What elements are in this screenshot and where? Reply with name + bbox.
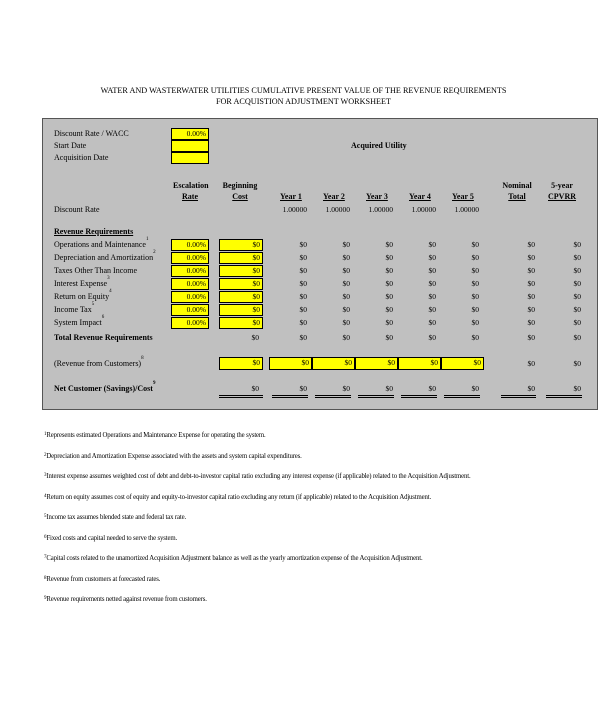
footnote: $^9$Revenue requirements netted against revenue from customers. [44, 596, 207, 603]
revenue-year-2-input[interactable]: $0 [312, 357, 355, 370]
double-underline-year-1 [272, 395, 308, 398]
row-year-4: $0 [428, 253, 436, 262]
revenue-begin-input[interactable]: $0 [219, 357, 263, 370]
start-date-label: Start Date [54, 141, 87, 150]
row-cpvrr: $0 [573, 253, 581, 262]
start-date-input[interactable] [171, 140, 209, 152]
acquisition-date-input[interactable] [171, 152, 209, 164]
row-year-4: $0 [428, 318, 436, 327]
row-label: Operations and Maintenance$^1$ [54, 237, 149, 249]
discount-rate-input[interactable]: 0.00% [171, 128, 209, 140]
discount-rate-label: Discount Rate / WACC [54, 129, 129, 138]
row-year-2: $0 [342, 266, 350, 275]
acquired-utility-label: Acquired Utility [351, 141, 407, 150]
row-nominal: $0 [527, 279, 535, 288]
double-underline-year-5 [444, 395, 480, 398]
row-year-4: $0 [428, 266, 436, 275]
escalation-rate-input[interactable]: 0.00% [171, 265, 209, 277]
row-year-2: $0 [342, 253, 350, 262]
discount-year-3: 1.00000 [368, 205, 393, 214]
row-year-1: $0 [299, 240, 307, 249]
row-year-4: $0 [428, 305, 436, 314]
row-nominal: $0 [527, 305, 535, 314]
net-year-3: $0 [385, 384, 393, 393]
header-year-1: Year 1 [280, 192, 302, 201]
row-year-1: $0 [299, 266, 307, 275]
net-begin: $0 [251, 384, 259, 393]
beginning-cost-input[interactable]: $0 [219, 252, 263, 264]
header-beginning: Beginning [222, 181, 258, 190]
row-label: System Impact$^6$ [54, 315, 105, 327]
double-underline-year-3 [358, 395, 394, 398]
beginning-cost-input[interactable]: $0 [219, 304, 263, 316]
row-year-3: $0 [385, 305, 393, 314]
double-underline-nominal [501, 395, 536, 398]
row-year-3: $0 [385, 240, 393, 249]
row-year-5: $0 [471, 240, 479, 249]
net-nominal: $0 [527, 384, 535, 393]
row-year-1: $0 [299, 253, 307, 262]
header-year-4: Year 4 [409, 192, 431, 201]
escalation-rate-input[interactable]: 0.00% [171, 291, 209, 303]
acquisition-date-label: Acquisition Date [54, 153, 109, 162]
total-year-5: $0 [471, 333, 479, 342]
row-year-5: $0 [471, 318, 479, 327]
row-year-4: $0 [428, 240, 436, 249]
row-cpvrr: $0 [573, 240, 581, 249]
total-row-label: Total Revenue Requirements [54, 333, 153, 342]
net-year-2: $0 [342, 384, 350, 393]
row-year-3: $0 [385, 318, 393, 327]
header-total: Total [508, 192, 526, 201]
row-year-2: $0 [342, 318, 350, 327]
revenue-requirements-heading: Revenue Requirements [54, 227, 134, 236]
row-year-5: $0 [471, 266, 479, 275]
revenue-from-customers-label: (Revenue from Customers)$^8$ [54, 356, 144, 368]
revenue-cpvrr: $0 [573, 359, 581, 368]
revenue-nominal: $0 [527, 359, 535, 368]
beginning-cost-input[interactable]: $0 [219, 317, 263, 329]
total-year-1: $0 [299, 333, 307, 342]
row-nominal: $0 [527, 292, 535, 301]
escalation-rate-input[interactable]: 0.00% [171, 304, 209, 316]
header-5-year: 5-year [551, 181, 573, 190]
escalation-rate-input[interactable]: 0.00% [171, 278, 209, 290]
beginning-cost-input[interactable]: $0 [219, 291, 263, 303]
row-cpvrr: $0 [573, 279, 581, 288]
row-year-1: $0 [299, 292, 307, 301]
row-year-4: $0 [428, 292, 436, 301]
row-year-3: $0 [385, 266, 393, 275]
double-underline-year-4 [401, 395, 437, 398]
footnote: $^1$Represents estimated Operations and Maintenance Expense for operating the system. [44, 432, 266, 439]
row-year-5: $0 [471, 279, 479, 288]
row-year-2: $0 [342, 305, 350, 314]
row-nominal: $0 [527, 266, 535, 275]
escalation-rate-input[interactable]: 0.00% [171, 239, 209, 251]
beginning-cost-input[interactable]: $0 [219, 265, 263, 277]
discount-year-2: 1.00000 [325, 205, 350, 214]
total-year-3: $0 [385, 333, 393, 342]
header-year-5: Year 5 [452, 192, 474, 201]
row-label: Return on Equity$^4$ [54, 289, 112, 301]
revenue-year-4-input[interactable]: $0 [398, 357, 441, 370]
header-year-3: Year 3 [366, 192, 388, 201]
row-cpvrr: $0 [573, 305, 581, 314]
net-year-1: $0 [299, 384, 307, 393]
net-cpvrr: $0 [573, 384, 581, 393]
row-year-4: $0 [428, 279, 436, 288]
title-line-1: WATER AND WASTERWATER UTILITIES CUMULATIVE PRESENT VALUE OF THE REVENUE REQUIREMENTS [100, 86, 507, 95]
net-year-4: $0 [428, 384, 436, 393]
escalation-rate-input[interactable]: 0.00% [171, 317, 209, 329]
discount-rate-row-label: Discount Rate [54, 205, 100, 214]
row-year-5: $0 [471, 305, 479, 314]
footnote: $^4$Return on equity assumes cost of equity and equity-to-investor capital ratio excluding any return (if applicable) related to the Acquisition Adjustment. [44, 493, 432, 501]
header-cpvrr: CPVRR [548, 192, 576, 201]
total-nominal: $0 [527, 333, 535, 342]
double-underline-begin [219, 395, 263, 398]
revenue-year-3-input[interactable]: $0 [355, 357, 398, 370]
row-cpvrr: $0 [573, 266, 581, 275]
row-nominal: $0 [527, 240, 535, 249]
row-cpvrr: $0 [573, 318, 581, 327]
footnote: $^8$Revenue from customers at forecasted rates. [44, 575, 161, 583]
worksheet-panel [42, 118, 598, 410]
row-label: Depreciation and Amortization$^2$ [54, 250, 156, 262]
escalation-rate-input[interactable]: 0.00% [171, 252, 209, 264]
row-year-3: $0 [385, 279, 393, 288]
total-cpvrr: $0 [573, 333, 581, 342]
row-year-1: $0 [299, 305, 307, 314]
row-nominal: $0 [527, 318, 535, 327]
net-row-label: Net Customer (Savings)/Cost$^9$ [54, 381, 156, 393]
row-nominal: $0 [527, 253, 535, 262]
row-year-1: $0 [299, 279, 307, 288]
total-year-2: $0 [342, 333, 350, 342]
total-year-4: $0 [428, 333, 436, 342]
row-label: Taxes Other Than Income [54, 266, 138, 275]
header-year-2: Year 2 [323, 192, 345, 201]
row-year-1: $0 [299, 318, 307, 327]
row-cpvrr: $0 [573, 292, 581, 301]
header-cost: Cost [232, 192, 248, 201]
row-year-3: $0 [385, 253, 393, 262]
total-begin: $0 [251, 333, 259, 342]
header-rate: Rate [182, 192, 198, 201]
row-year-2: $0 [342, 279, 350, 288]
row-year-2: $0 [342, 292, 350, 301]
footnote: $^2$Depreciation and Amortization Expense associated with the assets and system capital expenditures. [44, 452, 302, 460]
discount-year-5: 1.00000 [454, 205, 479, 214]
footnote: $^7$Capital costs related to the unamortized Acquisition Adjustment balance as well as the yearly amortization expense of the Acquisition Adjustment. [44, 555, 423, 562]
row-label: Interest Expense$^3$ [54, 276, 110, 288]
footnote: $^6$Fixed costs and capital needed to serve the system. [44, 534, 178, 542]
beginning-cost-input[interactable]: $0 [219, 239, 263, 251]
title-line-2: FOR ACQUISTION ADJUSTMENT WORKSHEET [215, 97, 392, 106]
footnote: $^5$Income tax assumes blended state and federal tax rate. [44, 514, 187, 521]
header-escalation: Escalation [173, 181, 209, 190]
beginning-cost-input[interactable]: $0 [219, 278, 263, 290]
row-year-5: $0 [471, 253, 479, 262]
revenue-year-1-input[interactable]: $0 [269, 357, 312, 370]
double-underline-year-2 [315, 395, 351, 398]
discount-year-4: 1.00000 [411, 205, 436, 214]
row-year-2: $0 [342, 240, 350, 249]
double-underline-cpvrr [546, 395, 582, 398]
row-year-5: $0 [471, 292, 479, 301]
net-year-5: $0 [471, 384, 479, 393]
header-nominal: Nominal [502, 181, 532, 190]
footnote: $^3$Interest expense assumes weighted cost of debt and debt-to-investor capital ratio excluding any interest expense (if applicable) related to the Acquisition Adjustment. [44, 473, 471, 480]
row-label: Income Tax$^5$ [54, 302, 95, 314]
discount-year-1: 1.00000 [282, 205, 307, 214]
row-year-3: $0 [385, 292, 393, 301]
revenue-year-5-input[interactable]: $0 [441, 357, 484, 370]
